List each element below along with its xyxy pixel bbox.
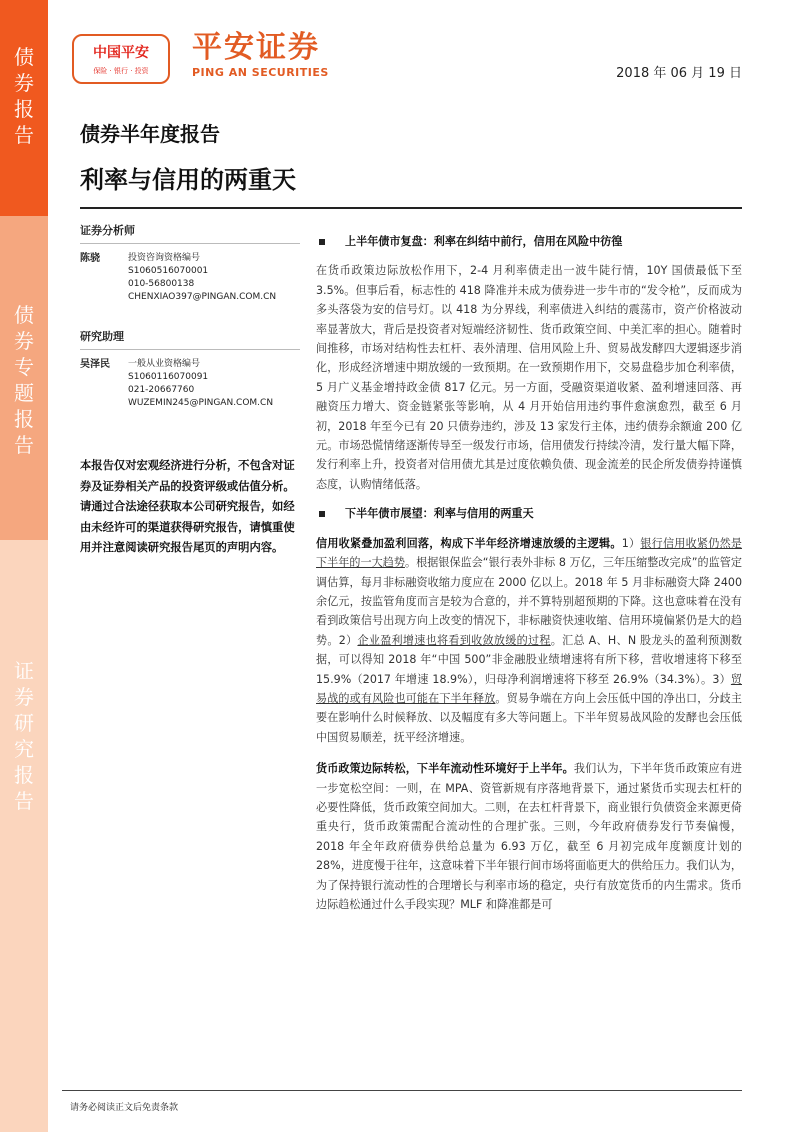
main-content [316,232,742,914]
p1-s3-body: 。贸易争端在方向上会压低中国的净出口，分歧主要在影响什么时候释放、以及幅度有多大等问题上。下半年贸易战风险的发酵也会压低中国贸易顺差，抚平经济增速。 [316,691,742,744]
analyst-phone: 010-56800138 [128,279,195,289]
sidebar-char: 债 [14,45,34,69]
sidebar-char: 债 [14,303,34,327]
p1-s2-underline: 企业盈利增速也将看到收敛放缓的过程 [357,633,551,647]
sidebar-char: 报 [14,97,34,121]
p1-s3-num: 3） [712,672,731,686]
ping-an-securities-logo [192,30,329,79]
section1-heading-text: 上半年债市复盘：利率在纠结中前行，信用在风险中彷徨 [345,235,623,248]
assistant-cert-number: S1060116070091 [128,372,209,382]
assistant-card [80,358,300,410]
sidebar-char: 研 [14,711,34,735]
sidebar-char: 券 [14,329,34,353]
p1-s2-num: 2） [338,633,358,647]
section2-paragraph-1 [316,534,742,747]
sidebar-block-research [0,540,48,1132]
logo-securities-name: 平安证券 [192,30,320,65]
p1-s2-body: 。汇总 A、H、N 股龙头的盈利预测数据，可以得知 2018 年“中国 500”非金融股业绩增速将有所下移，营收增速将下移至 15.9%（2017 年增速 18.9%），归母净利润增速将下移至 26.9%（34.3%）。 [316,633,742,686]
logo-securities-english: PING AN SECURITIES [192,66,329,79]
sidebar-char: 券 [14,685,34,709]
sidebar-block-report [0,0,48,216]
author-panel [80,222,300,410]
sidebar-char: 证 [14,659,34,683]
sidebar-block-topic [0,216,48,540]
sidebar-char: 报 [14,763,34,787]
sidebar-char: 专 [14,355,34,379]
analyst-cert-label: 投资咨询资格编号 [128,253,201,263]
p1-s1-body: 。根据银保监会“银行表外非标 8 万亿，三年压缩整改完成”的监管定调估算，每月非标融资收缩力度应在 2000 亿以上。2018 年 5 月非标融资大降 2400 余亿元，按监管角度而言是较为合意的，并不算特别超预期的下降。这也意味着在没有看到政策信号出现方向上改变的情况下，非标融资快速收缩、信用环境偏紧仍是大的趋势。 [316,556,742,647]
sidebar-label-3 [0,658,48,814]
ping-an-group-logo [72,34,170,84]
title-divider [80,207,742,209]
sidebar-char: 告 [14,433,34,457]
report-title: 利率与信用的两重天 [80,166,296,194]
sidebar-char: 报 [14,407,34,431]
analyst-section-title: 证券分析师 [80,222,300,244]
analyst-email[interactable]: CHENXIAO397@PINGAN.COM.CN [128,292,277,302]
assistant-name: 吴泽民 [80,359,110,370]
analyst-name: 陈骁 [80,253,100,264]
disclaimer-scope: 本报告仅对宏观经济进行分析，不包含对证券及证券相关产品的投资评级或估值分析。 [80,459,295,493]
p1-s1-num: 1） [621,536,641,550]
assistant-section-title: 研究助理 [80,328,300,350]
sidebar-char: 究 [14,737,34,761]
p1-s3-underline: 贸易战的或有风险也可能在下半年释放 [316,672,742,705]
bullet-square-icon [319,511,325,517]
report-type: 债券半年度报告 [80,122,220,146]
p2-body: 我们认为，下半年货币政策应有进一步宽松空间：一则，在 MPA、资管新规有序落地背景下，通过紧货币实现去杠杆的必要性降低，货币政策空间加大。二则，在去杠杆背景下，商业银行负债资金来源更倚重央行，货币政策需配合流动性的合理扩张。三则，今年政府债券发行节奏偏慢，2018 年全年政府债券供给总量为 6.93 万亿，截至 6 月初完成年度额度计划的 28%，进度慢于往年，这意味着下半年银行间市场将面临更大的供给压力。我们认为，为了保持银行流动性的合理增长与利率市场的稳定，央行有放宽货币的内生需求。货币边际趋松通过什么手段实现？MLF 和降准都是可 [316,762,742,911]
report-date: 2018 年 06 月 19 日 [616,66,742,81]
sidebar [0,0,48,1132]
bullet-square-icon [319,239,325,245]
footer-notice: 请务必阅读正文后免责条款 [70,1103,179,1113]
p2-lead: 货币政策边际转松，下半年流动性环境好于上半年。 [316,762,574,776]
section2-heading [316,504,742,523]
footer-divider [62,1090,742,1091]
sidebar-char: 题 [14,381,34,405]
disclaimer [80,456,298,559]
sidebar-label-2 [0,302,48,458]
section1-body: 在货币政策边际放松作用下，2-4 月利率债走出一波牛陡行情，10Y 国债最低下至 3.5%。但事后看，标志性的 418 降准并未成为债券进一步牛市的“发令枪”，反而成为多头落袋为安的信号灯。以 418 为分界线，利率债进入纠结的震荡市，资产价格波动率显著放大，背后是投资者对短端经济韧性、货币政策空间、中美汇率的担心。随着时间推移，市场对结构性去杠杆、表外清理、信用风险上升、贸易战发酵四大逻辑逐步消化，形成经济增速中期放缓的一致预期。在一致预期作用下，交易盘稳步加仓利率债，5 月广义基金增持政金债 817 亿元。另一方面，受融资渠道收紧、盈利增速回落、再融资压力增大、资金链紧张等影响，从 4 月开始信用违约事件愈演愈烈，截至 6 月初，2018 年至今已有 20 只债券违约，涉及 13 家发行主体，违约债券余额逾 200 亿元。市场恐慌情绪逐渐传导至一级发行市场，信用债发行持续冷清，发行量大幅下降，发行利率上升，投资者对信用债尤其是过度依赖负债、现金流差的民企所发债券持谨慎态度，认购情绪低落。 [316,264,742,491]
p1-s1-underline: 银行信用收紧仍然是下半年的一大趋势 [316,536,742,570]
section1-heading [316,232,742,251]
logo-group-slogan: 保险 · 银行 · 投资 [93,67,149,75]
sidebar-char: 告 [14,123,34,147]
p1-lead: 信用收紧叠加盈利回落，构成下半年经济增速放缓的主逻辑。 [316,536,622,550]
assistant-cert-label: 一般从业资格编号 [128,359,201,369]
analyst-cert-number: S1060516070001 [128,266,209,276]
logo-group-name: 中国平安 [93,45,149,61]
assistant-phone: 021-20667760 [128,385,195,395]
section2-heading-text: 下半年债市展望：利率与信用的两重天 [345,507,534,521]
sidebar-char: 告 [14,789,34,813]
analyst-card [80,252,300,304]
disclaimer-usage: 请通过合法途径获取本公司研究报告，如经由未经许可的渠道获得研究报告，请慎重使用并注意阅读研究报告尾页的声明内容。 [80,500,295,554]
sidebar-label-1 [0,44,48,148]
sidebar-char: 券 [14,71,34,95]
section2-paragraph-2 [316,759,742,914]
assistant-email[interactable]: WUZEMIN245@PINGAN.COM.CN [128,398,274,408]
